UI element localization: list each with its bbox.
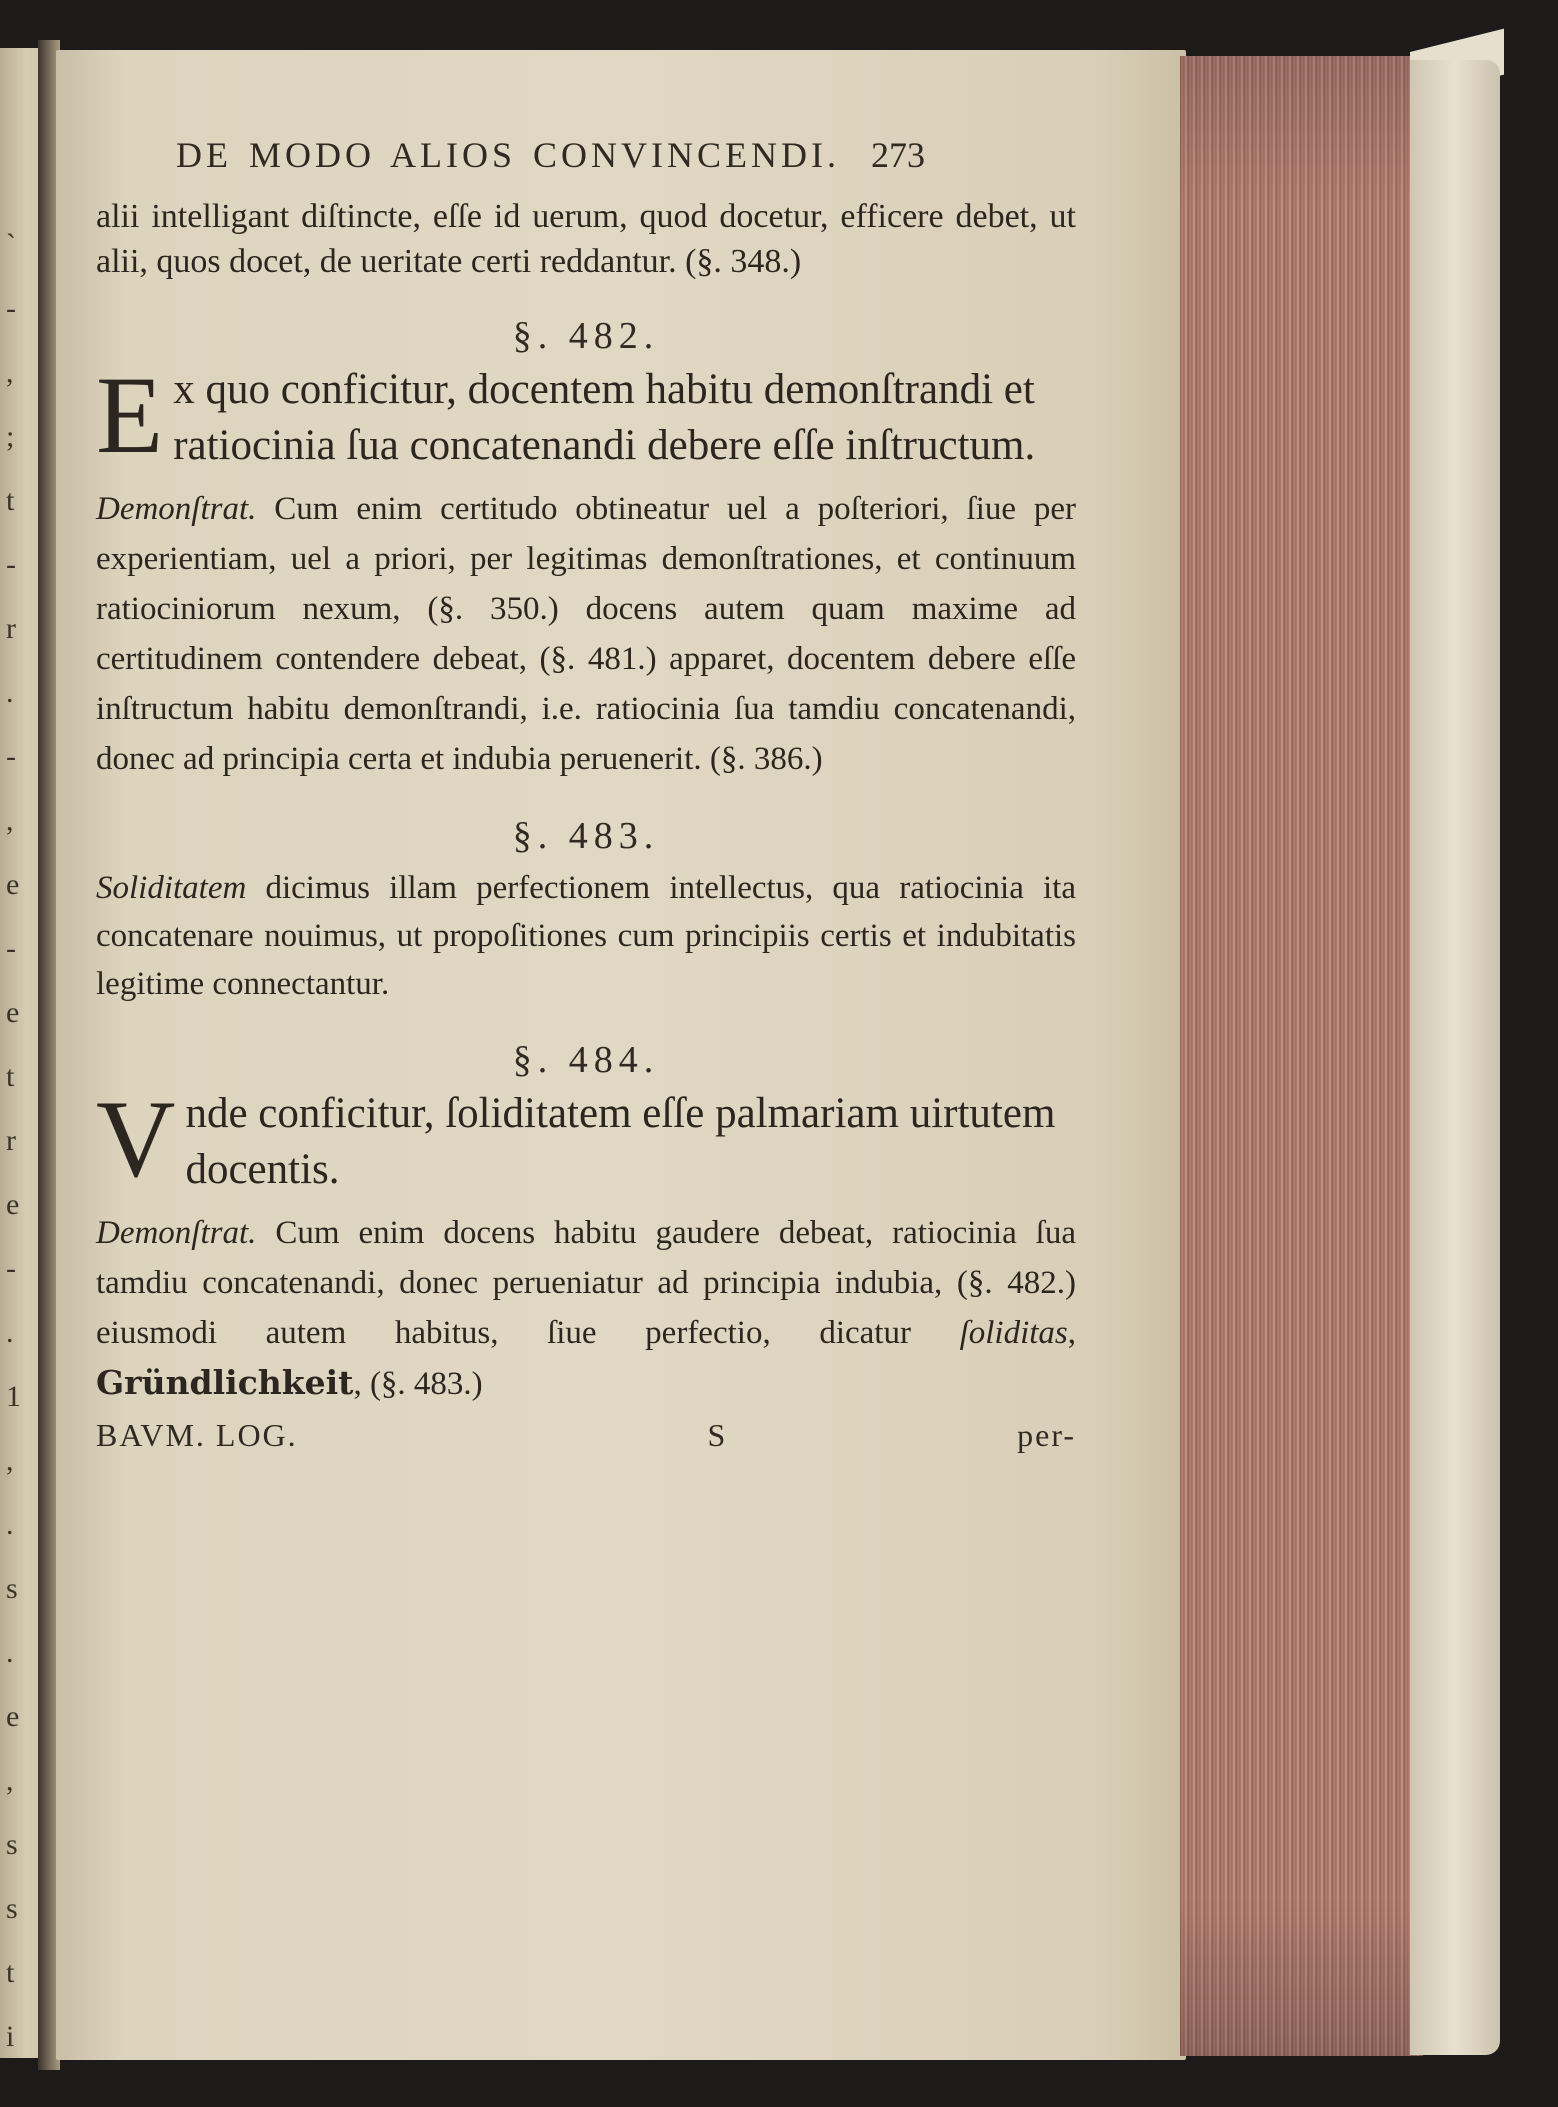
- left-page-fragment: s: [6, 1892, 18, 1925]
- left-page-fragment: e: [6, 996, 20, 1029]
- demonstration-label: Demonſtrat.: [96, 1215, 257, 1251]
- signature-mark: S: [707, 1417, 728, 1453]
- demonstration-text-end: , (§. 483.): [353, 1366, 483, 1402]
- left-page-fragment: s: [6, 1828, 18, 1861]
- section-heading: §. 484.: [512, 1039, 660, 1081]
- demonstration-text: Cum enim docens habitu gaudere debeat, ratiocinia ſua tamdiu concatenandi, donec perueniatur ad principia indubia, (§. 482.) eiusmodi autem habitus, ſiue perfectio, dicatur: [96, 1215, 1076, 1351]
- left-page-fragment: ,: [6, 804, 14, 837]
- left-page-fragment: .: [6, 676, 14, 709]
- book-cover: [1410, 60, 1500, 2055]
- left-page-fragment: -: [6, 548, 16, 581]
- catchword: per-: [1017, 1417, 1076, 1453]
- left-page-fragment: -: [6, 740, 16, 773]
- section-heading: §. 483.: [512, 815, 660, 857]
- left-page-fragment: .: [6, 1636, 14, 1669]
- theorem-text: x quo conficitur, docentem habitu demonſtrandi et ratiocinia ſua concatenandi debere eſſe inſtructum.: [173, 366, 1036, 469]
- definition-term: Soliditatem: [96, 870, 247, 906]
- left-page-fragment: 1: [6, 1380, 21, 1413]
- left-page-fragment: -: [6, 932, 16, 965]
- left-page-fragment: -: [6, 292, 16, 325]
- left-page-fragment: e: [6, 868, 20, 901]
- left-page-fragment: t: [6, 484, 15, 517]
- dropcap: E: [96, 354, 164, 476]
- left-page-fragment: i: [6, 2020, 15, 2053]
- page-text-block: [96, 134, 1076, 1454]
- footer-short-title: BAVM. LOG.: [96, 1417, 298, 1453]
- left-page-fragment: r: [6, 612, 16, 645]
- running-head: [176, 134, 1076, 176]
- demonstration-484: [96, 1208, 1076, 1409]
- page-number: 273: [870, 135, 925, 175]
- left-page-fragment: r: [6, 1124, 16, 1157]
- demonstration-text: Cum enim certitudo obtineatur uel a poſteriori, ſiue per experientiam, uel a priori, per legitimas demonſtrationes, et continuum ratiociniorum nexum, (§. 350.) docens autem quam maxime ad certitudinem contendere debeat, (§. 481.) apparet, docentem debere eſſe inſtructum habitu demonſtrandi, i.e. ratiocinia ſua tamdiu concatenandi, donec ad principia certa et indubia peruenerit. (§. 386.): [96, 491, 1076, 777]
- dropcap: V: [96, 1078, 176, 1200]
- left-page-fragment: e: [6, 1188, 20, 1221]
- definition-text: dicimus illam perfectionem intellectus, qua ratiocinia ita concatenare nouimus, ut propoſitiones cum principiis certis et indubitatis legitime connectantur.: [96, 870, 1076, 1002]
- left-page-fragment: e: [6, 1700, 20, 1733]
- page-edges-shade: [1180, 56, 1428, 2056]
- section-heading: §. 482.: [512, 315, 660, 357]
- left-page-fragment: .: [6, 1508, 14, 1541]
- intro-paragraph: alii intelligant diſtincte, eſſe id uerum, quod docetur, efficere debet, ut alii, quos docet, de ueritate certi reddantur. (§. 348.): [96, 198, 1076, 280]
- theorem-482: [96, 354, 1076, 476]
- term-latin: ſoliditas: [959, 1315, 1068, 1351]
- left-page-fragment: `: [6, 228, 16, 261]
- left-page-fragment: t: [6, 1956, 15, 1989]
- left-page-fragment: s: [6, 1572, 18, 1605]
- term-german: Gründlichkeit: [96, 1363, 354, 1402]
- running-head-title: DE MODO ALIOS CONVINCENDI.: [176, 135, 840, 175]
- left-page-fragment: ;: [6, 420, 15, 453]
- theorem-text: nde conficitur, ſoliditatem eſſe palmariam uirtutem docentis.: [185, 1090, 1056, 1193]
- left-page-fragment: ,: [6, 356, 14, 389]
- separator: ,: [1067, 1315, 1076, 1351]
- left-page-fragment: ,: [6, 1764, 14, 1797]
- right-page: [56, 50, 1186, 2060]
- theorem-484: [96, 1078, 1076, 1200]
- demonstration-label: Demonſtrat.: [96, 491, 257, 527]
- demonstration-482: [96, 484, 1076, 784]
- left-page-fragment: ,: [6, 1444, 14, 1477]
- left-page-fragment: t: [6, 1060, 15, 1093]
- page-footer: [96, 1417, 1076, 1454]
- definition-483: [96, 864, 1076, 1008]
- left-page-fragment: .: [6, 1316, 14, 1349]
- left-page-fragment: -: [6, 1252, 16, 1285]
